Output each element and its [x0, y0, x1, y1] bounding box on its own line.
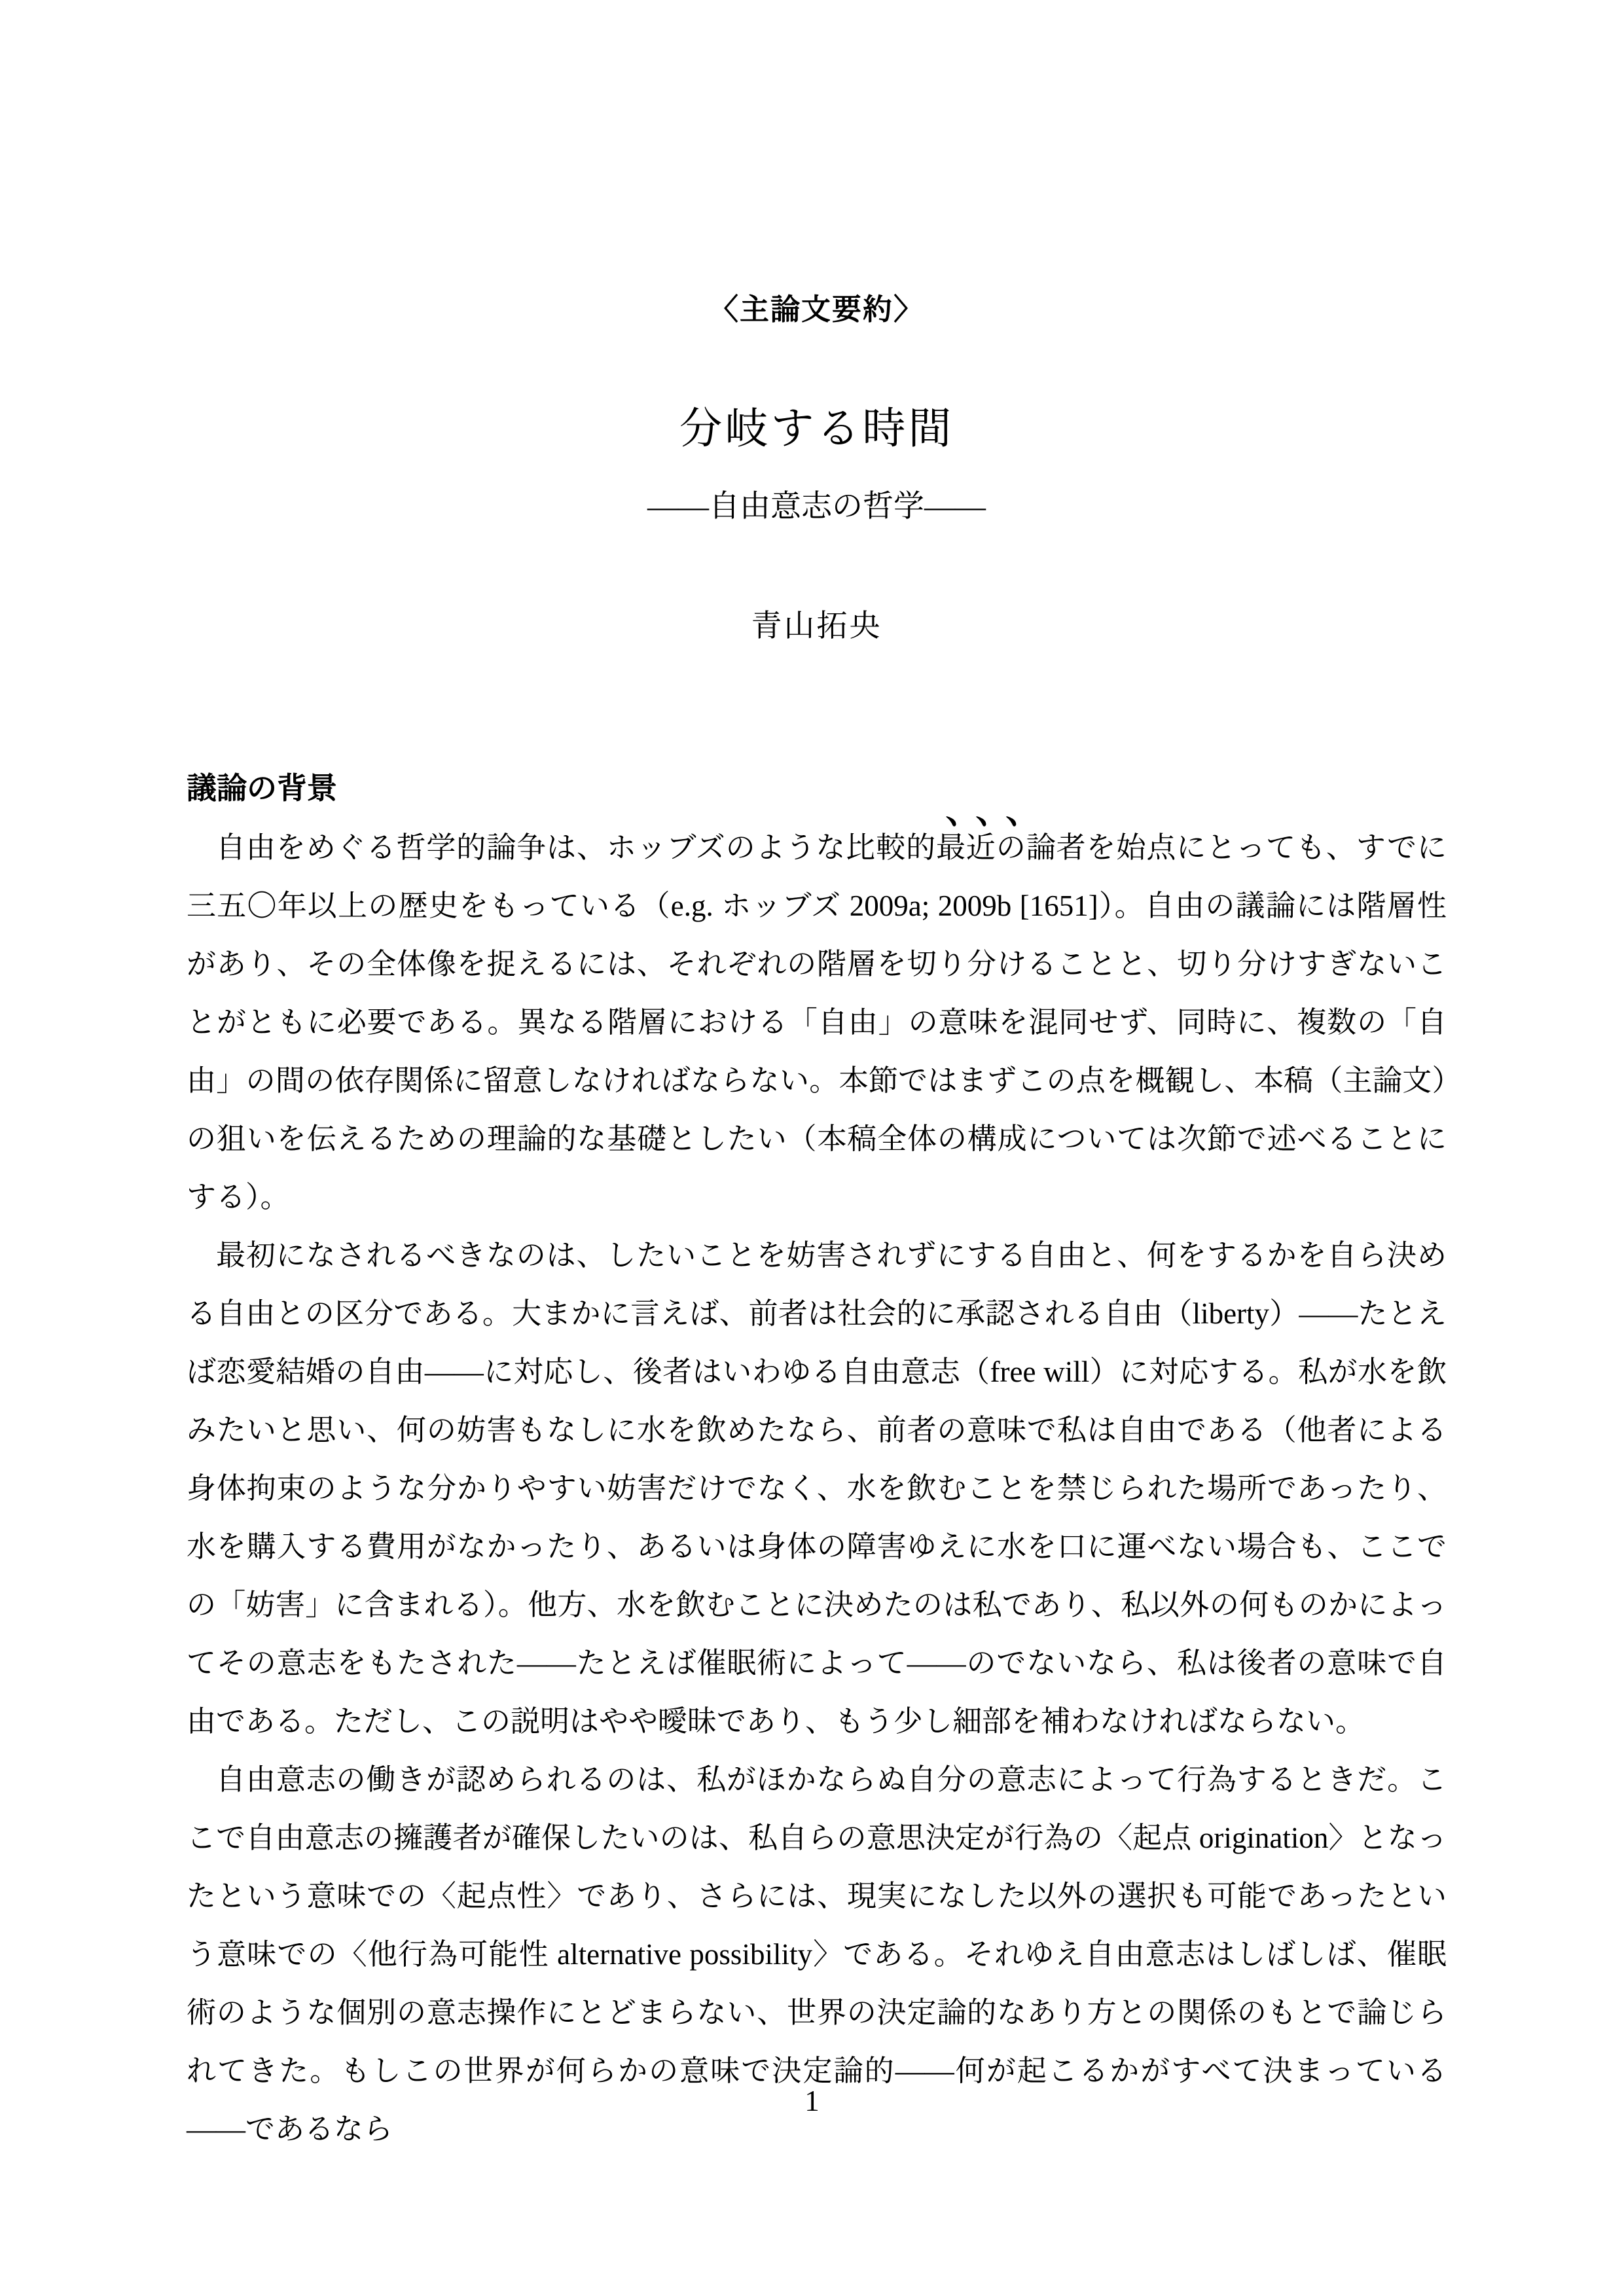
page-subtitle: ――自由意志の哲学――: [647, 490, 986, 524]
emphasis-text: 最近の: [936, 831, 1026, 864]
text-segment: 自由意志の働きが認められるのは、私がほかならぬ自分の意志によって行為するときだ。ここで自由意志の擁護者が確保したいのは、私自らの意思決定が行為の〈起点 origination〉となったという意味での〈起点性〉であり、さらには、現実になした以外の選択も可能であったという意味での〈他行為可能性 alternative possibility〉である。それゆえ自由意志はしばしば、催眠術のような個別の意志操作にとどまらない、世界の決定論的なあり方との関係のもとで論じられてきた。もしこの世界が何らかの意味で決定論的――何が起こるかがすべて決まっている――であるなら: [187, 1763, 1447, 2145]
page-title: 分岐する時間: [679, 405, 954, 453]
document-type-label: 〈主論文要約〉: [708, 293, 924, 326]
body-paragraph: [187, 1227, 1447, 1751]
page-number: 1: [804, 2085, 820, 2117]
author-name: 青山拓央: [751, 609, 882, 643]
text-segment: 最初になされるべきなのは、したいことを妨害されずにする自由と、何をするかを自ら決める自由との区分である。大まかに言えば、前者は社会的に承認される自由（liberty）――たとえば恋愛結婚の自由――に対応し、後者はいわゆる自由意志（free will）に対応する。私が水を飲みたいと思い、何の妨害もなしに水を飲めたなら、前者の意味で私は自由である（他者による身体拘束のような分かりやすい妨害だけでなく、水を飲むことを禁じられた場所であったり、水を購入する費用がなかったり、あるいは身体の障害ゆえに水を口に運べない場合も、ここでの「妨害」に含まれる）。他方、水を飲むことに決めたのは私であり、私以外の何ものかによってその意志をもたされた――たとえば催眠術によって――のでないなら、私は後者の意味で自由である。ただし、この説明はやや曖昧であり、もう少し細部を補わなければならない。: [187, 1239, 1447, 1738]
body-paragraph: [187, 810, 1447, 1227]
text-segment: 論者を始点にとっても、すでに三五〇年以上の歴史をもっている（e.g. ホッブズ 2009a; 2009b [1651]）。自由の議論には階層性があり、その全体像を捉えるには、それぞれの階層を切り分けることと、切り分けすぎないことがともに必要である。異なる階層における「自由」の意味を混同せず、同時に、複数の「自由」の間の依存関係に留意しなければならない。本節ではまずこの点を概観し、本稿（主論文）の狙いを伝えるための理論的な基礎としたい（本稿全体の構成については次節で述べることにする）。: [187, 831, 1447, 1213]
section-heading: 議論の背景: [187, 771, 337, 805]
text-segment: 自由をめぐる哲学的論争は、ホッブズのような比較的: [216, 831, 936, 864]
body-text: [187, 810, 1447, 2159]
